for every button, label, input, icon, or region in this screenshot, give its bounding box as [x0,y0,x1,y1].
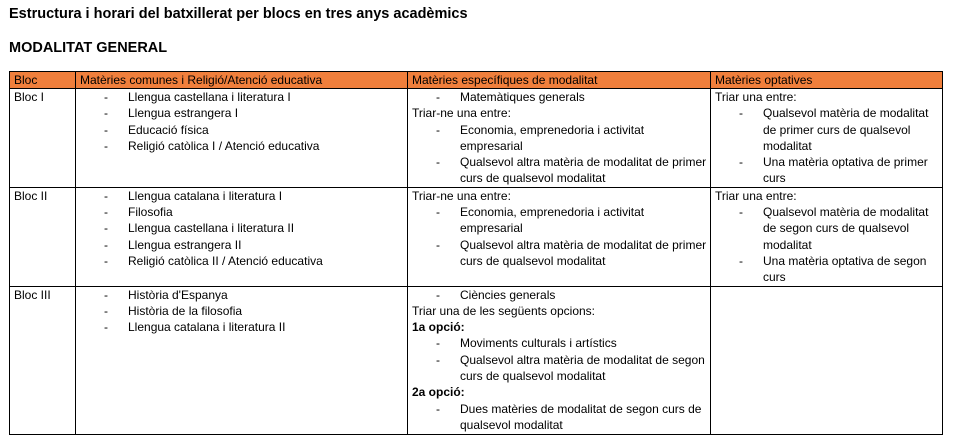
list-item: - Llengua catalana i literatura II [80,319,407,335]
option-label: 2a opció: [412,385,465,400]
list-item: - Economia, emprenedoria i activitat empresarial [412,204,710,237]
list-item: - Ciències generals [412,287,710,303]
list-item: - Llengua estrangera I [80,105,407,121]
list-item: - Qualsevol matèria de modalitat de segon curs de qualsevol modalitat [715,204,942,253]
page-title: Estructura i horari del batxillerat per blocs en tres anys acadèmics [9,6,468,22]
optatives-cell [711,286,943,434]
choice-intro: Triar-ne una entre: [412,106,511,121]
comunes-cell [76,286,408,434]
option-label: 1a opció: [412,320,465,335]
header-comunes: Matèries comunes i Religió/Atenció educativa [76,72,408,89]
list-item: - Història de la filosofia [80,303,407,319]
bloc-cell: Bloc II [10,187,76,286]
header-optatives: Matèries optatives [711,72,943,89]
comunes-cell [76,89,408,188]
table-row [10,286,943,434]
bloc-cell: Bloc III [10,286,76,434]
especifiques-cell [408,286,711,434]
list-item: - Qualsevol matèria de modalitat de primer curs de qualsevol modalitat [715,105,942,154]
bloc-cell: Bloc I [10,89,76,188]
optatives-cell [711,89,943,188]
list-item: - Una matèria optativa de primer curs [715,154,942,187]
list-item: - Història d'Espanya [80,287,407,303]
table-row [10,89,943,188]
list-item: - Dues matèries de modalitat de segon curs de qualsevol modalitat [412,401,710,434]
list-item: - Qualsevol altra matèria de modalitat de segon curs de qualsevol modalitat [412,352,710,385]
list-item: - Religió catòlica I / Atenció educativa [80,138,407,154]
table-row [10,187,943,286]
list-item: - Llengua estrangera II [80,237,407,253]
list-item: - Qualsevol altra matèria de modalitat de primer curs de qualsevol modalitat [412,237,710,270]
comunes-cell [76,187,408,286]
choice-intro: Triar-ne una entre: [412,188,511,203]
list-item: - Llengua castellana i literatura II [80,220,407,236]
schedule-table [9,71,943,435]
choice-intro: Triar una entre: [715,188,797,203]
list-item: - Religió catòlica II / Atenció educativa [80,253,407,269]
especifiques-cell [408,187,711,286]
table-header-row [10,72,943,89]
list-item: - Filosofia [80,204,407,220]
list-item: - Qualsevol altra matèria de modalitat de primer curs de qualsevol modalitat [412,154,710,187]
list-item: - Educació física [80,122,407,138]
list-item: - Llengua catalana i literatura I [80,188,407,204]
header-especifiques: Matèries específiques de modalitat [408,72,711,89]
list-item: - Una matèria optativa de segon curs [715,253,942,286]
choice-intro: Triar una de les següents opcions: [412,303,595,318]
choice-intro: Triar una entre: [715,90,797,104]
optatives-cell [711,187,943,286]
list-item: - Moviments culturals i artístics [412,335,710,351]
header-bloc: Bloc [10,72,76,89]
list-item: - Matemàtiques generals [412,89,710,105]
especifiques-cell [408,89,711,188]
list-item: - Economia, emprenedoria i activitat empresarial [412,122,710,155]
list-item: - Llengua castellana i literatura I [80,89,407,105]
section-title: MODALITAT GENERAL [9,40,168,56]
